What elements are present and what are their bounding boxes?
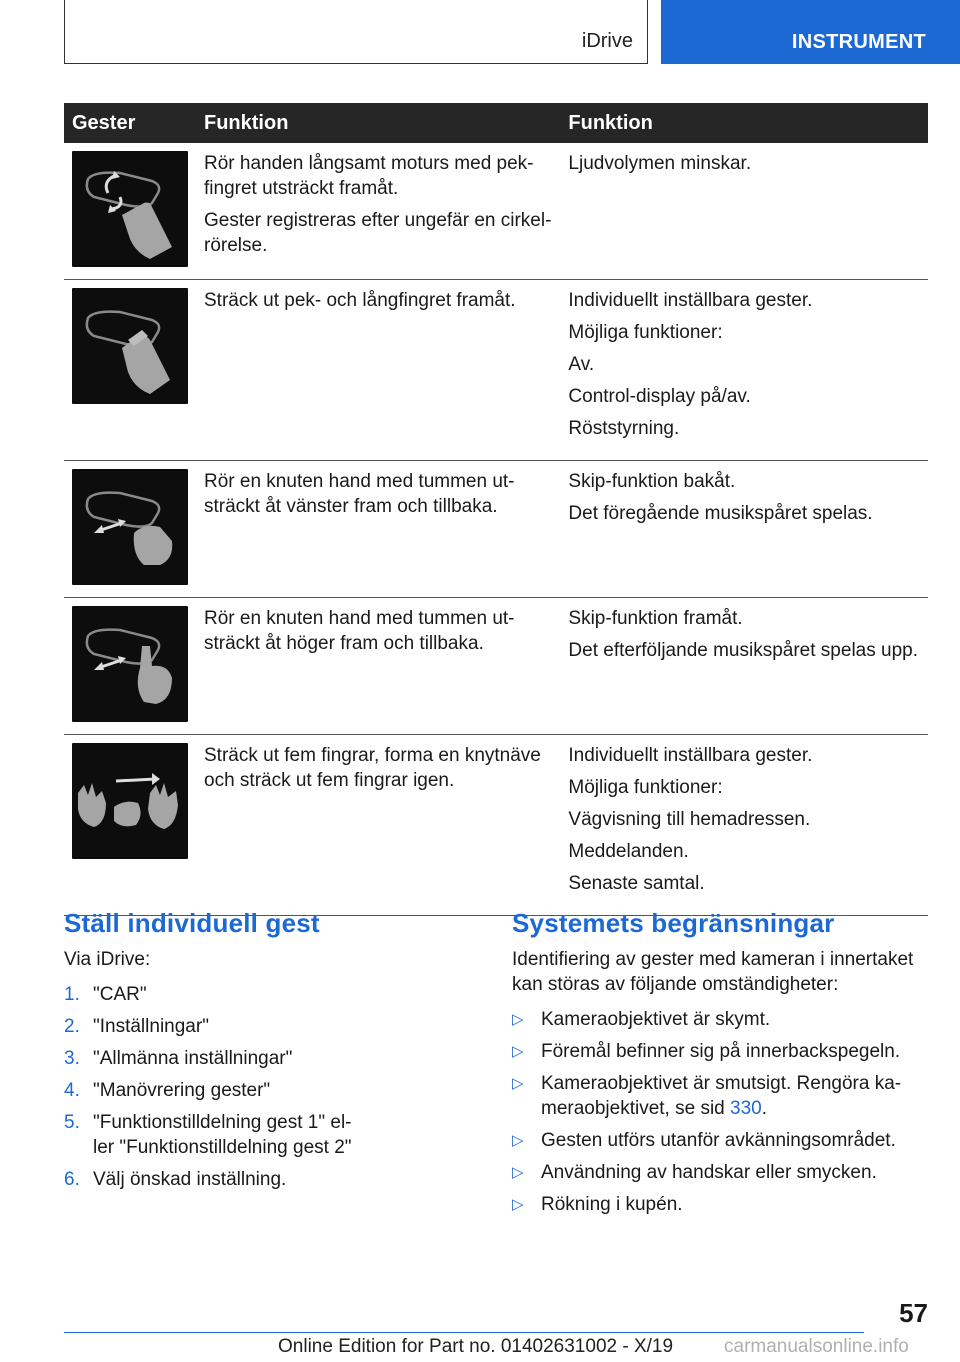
section-intro: Via iDrive: xyxy=(64,949,151,970)
header-tab-idrive xyxy=(64,0,648,64)
gesture-function: Vägvisning till hemadressen. xyxy=(568,809,811,830)
gesture-function: Det föregående musikspåret spelas. xyxy=(568,503,873,524)
table-row xyxy=(64,143,928,280)
header-tab-instrument-label: INSTRUMENT xyxy=(791,31,926,53)
gesture-description-cell xyxy=(196,461,560,598)
table-row xyxy=(64,280,928,461)
watermark: carmanualsonline.info xyxy=(724,1336,909,1357)
footer-divider xyxy=(64,1332,864,1333)
table-row xyxy=(64,735,928,916)
gesture-description: Rör en knuten hand med tummen ut-sträckt åt höger fram och tillbaka. xyxy=(204,608,515,654)
section-intro: Identifiering av gester med kameran i innertaket kan störas av följande omständigheter: xyxy=(512,949,914,995)
gesture-function-cell xyxy=(560,461,928,598)
gesture-function: Möjliga funktioner: xyxy=(568,322,723,343)
table-row xyxy=(64,598,928,735)
gesture-image-cell xyxy=(64,735,196,916)
gesture-function-cell xyxy=(560,598,928,735)
list-item xyxy=(512,1039,922,1064)
list-item xyxy=(512,1160,922,1185)
step-text: "CAR" xyxy=(93,984,147,1005)
limitation-text: Kameraobjektivet är smutsigt. Rengöra ka-meraobjektivet, se sid xyxy=(541,1073,902,1119)
table-row xyxy=(64,461,928,598)
section-title: Ställ individuell gest xyxy=(64,908,320,938)
gesture-two-fingers-icon xyxy=(72,288,188,404)
gesture-description: Rör handen långsamt moturs med pek-fingret utsträckt framåt. xyxy=(204,153,534,199)
list-item xyxy=(512,1071,922,1121)
step-number: 5. xyxy=(64,1112,80,1133)
gesture-rotate-counterclockwise-icon xyxy=(72,151,188,267)
gesture-table xyxy=(64,103,928,916)
gesture-description: Rör en knuten hand med tummen ut-sträckt åt vänster fram och tillbaka. xyxy=(204,471,515,517)
limitation-text: Kameraobjektivet är skymt. xyxy=(541,1009,771,1030)
header-tab-idrive-label: iDrive xyxy=(581,30,633,52)
gesture-function: Skip-funktion bakåt. xyxy=(568,471,736,492)
gesture-function: Senaste samtal. xyxy=(568,873,705,894)
steps-list xyxy=(64,982,464,1192)
step-text: Välj önskad inställning. xyxy=(93,1169,287,1190)
gesture-description-cell xyxy=(196,735,560,916)
gesture-function-cell xyxy=(560,735,928,916)
gesture-thumb-right-icon xyxy=(72,606,188,722)
gesture-function: Control-display på/av. xyxy=(568,386,751,407)
list-item xyxy=(64,1046,464,1071)
table-header-row xyxy=(64,103,928,143)
reference-suffix: . xyxy=(761,1098,768,1119)
system-limitations-section xyxy=(512,908,922,1224)
individual-gesture-section xyxy=(64,908,464,1199)
step-text: "Funktionstilldelning gest 1" el-ler "Funktionstilldelning gest 2" xyxy=(93,1112,352,1158)
gesture-function-cell xyxy=(560,280,928,461)
gesture-description-cell xyxy=(196,143,560,280)
gesture-description: Gester registreras efter ungefär en cirkel-rörelse. xyxy=(204,210,552,256)
list-item xyxy=(512,1007,922,1032)
gesture-thumb-left-icon xyxy=(72,469,188,585)
limitations-list xyxy=(512,1007,922,1217)
gesture-description: Sträck ut pek- och långfingret framåt. xyxy=(204,290,516,311)
bullet-triangle-icon: ▷ xyxy=(512,1164,524,1181)
gesture-function: Möjliga funktioner: xyxy=(568,777,723,798)
gesture-description-cell xyxy=(196,598,560,735)
gesture-function: Röststyrning. xyxy=(568,418,680,439)
gesture-function: Skip-funktion framåt. xyxy=(568,608,743,629)
gesture-image-cell xyxy=(64,143,196,280)
gesture-description: Sträck ut fem fingrar, forma en knytnäve och sträck ut fem fingrar igen. xyxy=(204,745,541,791)
gesture-function: Individuellt inställbara gester. xyxy=(568,745,813,766)
bullet-triangle-icon: ▷ xyxy=(512,1132,524,1149)
gesture-function: Det efterföljande musikspåret spelas upp. xyxy=(568,640,918,661)
step-text: "Manövrering gester" xyxy=(93,1080,271,1101)
list-item xyxy=(64,1014,464,1039)
step-number: 4. xyxy=(64,1080,80,1101)
column-header-funktion-1: Funktion xyxy=(196,103,560,143)
gesture-image-cell xyxy=(64,461,196,598)
gesture-image-cell xyxy=(64,598,196,735)
gesture-image-cell xyxy=(64,280,196,461)
gesture-description-cell xyxy=(196,280,560,461)
list-item xyxy=(64,982,464,1007)
bullet-triangle-icon: ▷ xyxy=(512,1043,524,1060)
list-item xyxy=(64,1078,464,1103)
gesture-function: Meddelanden. xyxy=(568,841,689,862)
step-number: 3. xyxy=(64,1048,80,1069)
bullet-triangle-icon: ▷ xyxy=(512,1011,524,1028)
column-header-funktion-2: Funktion xyxy=(560,103,928,143)
step-number: 6. xyxy=(64,1169,80,1190)
list-item xyxy=(512,1128,922,1153)
bullet-triangle-icon: ▷ xyxy=(512,1075,524,1092)
gesture-function-cell xyxy=(560,143,928,280)
limitation-text: Användning av handskar eller smycken. xyxy=(541,1162,877,1183)
limitation-text: Rökning i kupén. xyxy=(541,1194,683,1215)
list-item xyxy=(64,1167,464,1192)
gesture-fist-open-icon xyxy=(72,743,188,859)
bullet-triangle-icon: ▷ xyxy=(512,1196,524,1213)
step-text: "Inställningar" xyxy=(93,1016,209,1037)
list-item xyxy=(64,1110,464,1160)
list-item xyxy=(512,1192,922,1217)
gesture-function: Av. xyxy=(568,354,595,375)
limitation-text: Gesten utförs utanför avkänningsområdet. xyxy=(541,1130,896,1151)
step-text: "Allmänna inställningar" xyxy=(93,1048,293,1069)
page-number: 57 xyxy=(899,1298,928,1328)
column-header-gester: Gester xyxy=(64,103,196,143)
gesture-function: Ljudvolymen minskar. xyxy=(568,153,752,174)
step-number: 2. xyxy=(64,1016,80,1037)
header-tab-instrument xyxy=(661,0,960,64)
page-reference-link[interactable]: 330 xyxy=(730,1098,762,1119)
gesture-function: Individuellt inställbara gester. xyxy=(568,290,813,311)
footer-edition-text: Online Edition for Part no. 01402631002 - X/19 xyxy=(278,1336,674,1357)
limitation-text: Föremål befinner sig på innerbackspegeln. xyxy=(541,1041,901,1062)
section-title: Systemets begränsningar xyxy=(512,908,835,938)
step-number: 1. xyxy=(64,984,80,1005)
